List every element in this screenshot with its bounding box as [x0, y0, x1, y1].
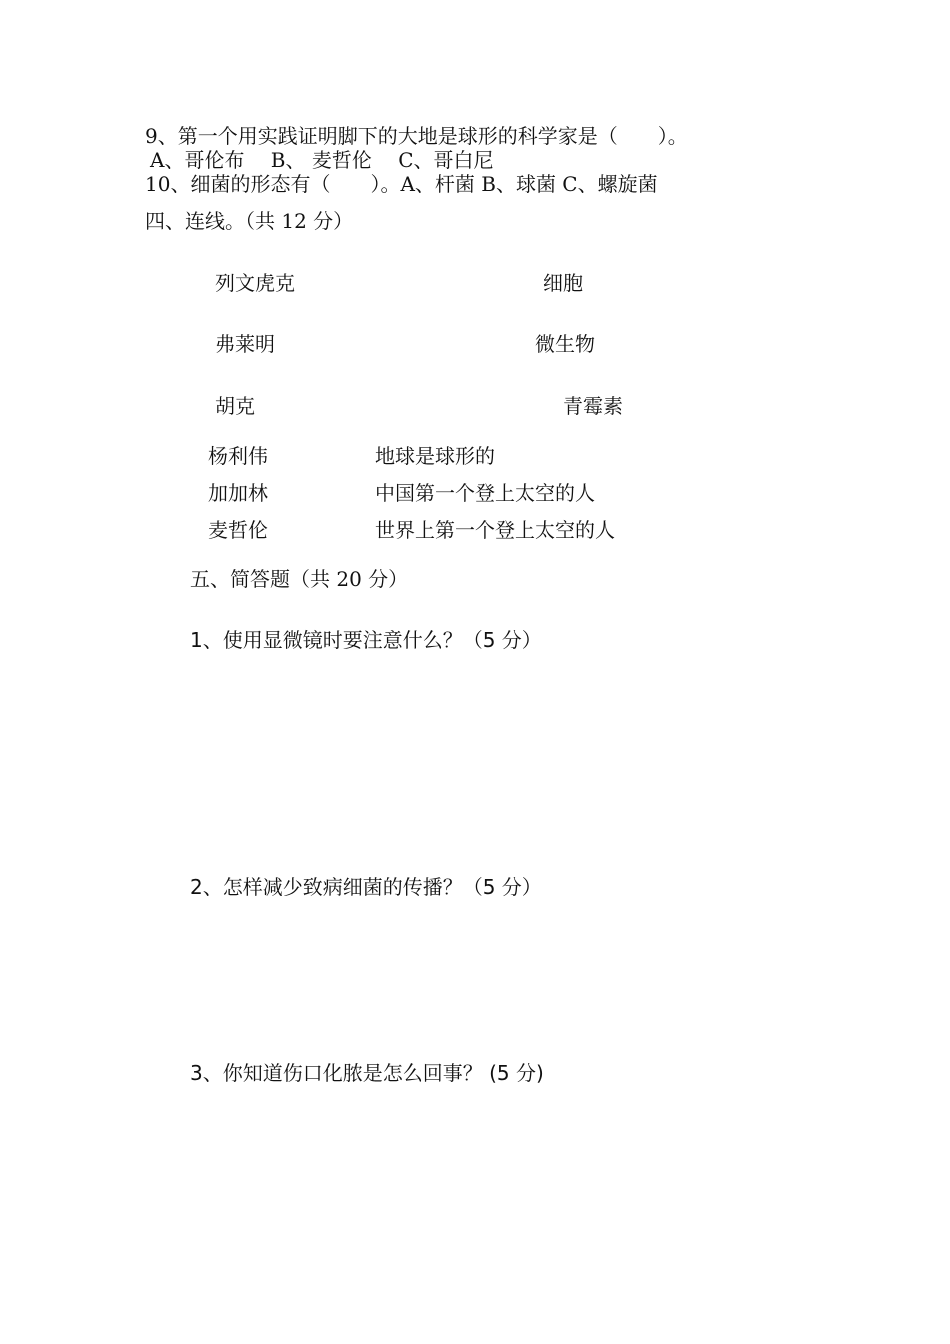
match-person-3: 麦哲伦: [208, 518, 268, 542]
section-5-title: 五、简答题（共 20 分）: [190, 567, 409, 591]
match-fact-2: 中国第一个登上太空的人: [375, 481, 595, 505]
question-9: 9、第一个用实践证明脚下的大地是球形的科学家是（ ）。: [145, 124, 688, 148]
match-fact-1: 地球是球形的: [375, 444, 495, 468]
short-answer-1: 1、使用显微镜时要注意什么？（5 分）: [190, 628, 542, 652]
match-right-3: 青霉素: [563, 394, 623, 418]
question-10: 10、细菌的形态有（ ）。A、杆菌 B、球菌 C、螺旋菌: [145, 172, 658, 196]
match-left-1: 列文虎克: [215, 271, 295, 295]
short-answer-3: 3、你知道伤口化脓是怎么回事？ (5 分): [190, 1061, 544, 1085]
match-person-2: 加加林: [208, 481, 268, 505]
match-fact-3: 世界上第一个登上太空的人: [375, 518, 615, 542]
match-right-2: 微生物: [535, 332, 595, 356]
match-left-2: 弗莱明: [215, 332, 275, 356]
question-9-options: A、哥伦布 B、 麦哲伦 C、哥白尼: [150, 148, 494, 172]
match-right-1: 细胞: [543, 271, 583, 295]
match-person-1: 杨利伟: [208, 444, 268, 468]
section-4-title: 四、连线。（共 12 分）: [145, 209, 354, 233]
short-answer-2: 2、怎样减少致病细菌的传播？（5 分）: [190, 875, 542, 899]
match-left-3: 胡克: [215, 394, 255, 418]
